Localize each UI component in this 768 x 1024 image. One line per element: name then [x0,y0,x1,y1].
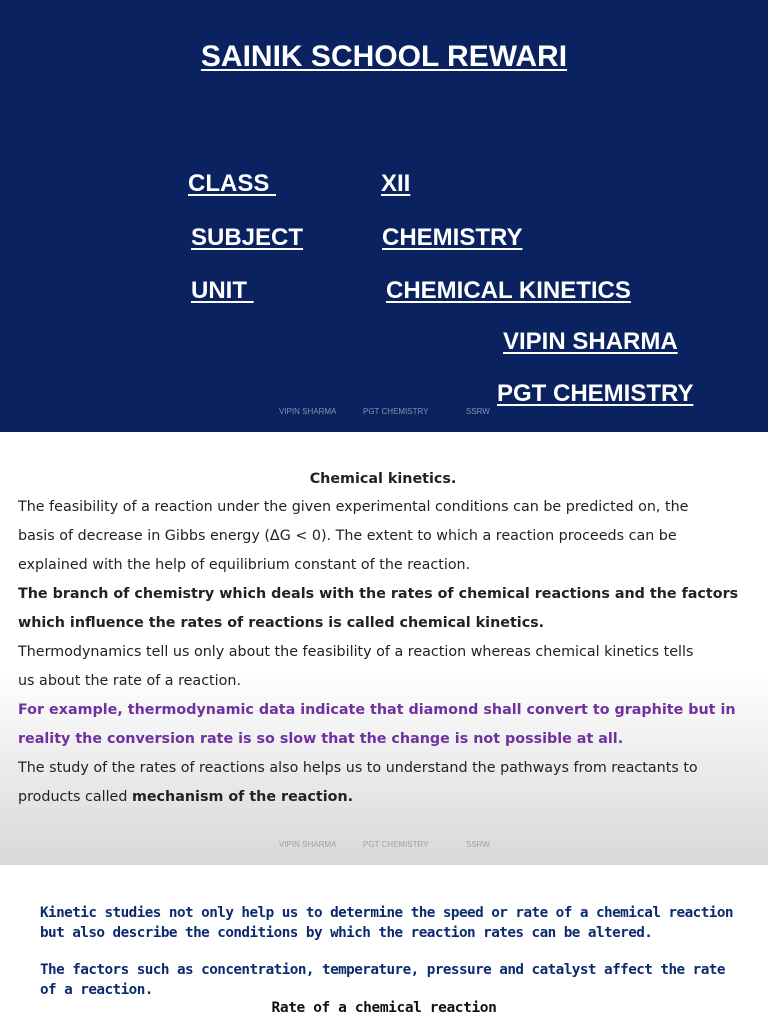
footer-author: VIPIN SHARMA [279,840,337,849]
para-line: The study of the rates of reactions also helps us to understand the pathways from reactants to [18,760,698,776]
subject-label: SUBJECT [191,224,304,251]
kinetic-studies-slide [0,865,768,1024]
para-line [18,783,748,812]
definition-line: The branch of chemistry which deals with the rates of chemical reactions and the factors [18,586,739,602]
school-title: SAINIK SCHOOL REWARI [200,40,568,73]
footer-school: SSRW [466,840,490,849]
author-name: VIPIN SHARMA [503,328,678,355]
subject-value: CHEMISTRY [382,224,523,251]
author-title: PGT CHEMISTRY [497,380,694,407]
example-line: For example, thermodynamic data indicate that diamond shall convert to graphite but in [18,702,736,718]
para-line: us about the rate of a reaction. [18,673,241,689]
rate-heading: Rate of a chemical reaction [271,1000,497,1016]
title-slide [0,0,768,432]
class-value: XII [381,170,411,197]
para-line: but also describe the conditions by which the reaction rates can be altered. [40,924,653,941]
para-line: Kinetic studies not only help us to determine the speed or rate of a chemical reaction [40,905,733,921]
footer-designation: PGT CHEMISTRY [363,840,429,849]
footer-designation: PGT CHEMISTRY [363,407,429,416]
class-label: CLASS [188,170,277,197]
para-text: products called [18,789,132,805]
para-line: Thermodynamics tell us only about the feasibility of a reaction whereas chemical kinetics tells [18,644,694,660]
mechanism-term: mechanism of the reaction. [131,789,354,805]
para-line: The feasibility of a reaction under the given experimental conditions can be predicted on, the [18,499,689,515]
kinetic-studies-paragraph [40,904,740,943]
para-line: basis of decrease in Gibbs energy (ΔG < 0). The extent to which a reaction proceeds can be [18,528,677,544]
slide-heading: Chemical kinetics. [309,471,457,487]
unit-label: UNIT [191,277,254,304]
slide-body [18,466,748,812]
factors-paragraph [40,961,740,1000]
kinetics-intro-slide [0,432,768,865]
example-line: reality the conversion rate is so slow that the change is not possible at all. [18,731,624,747]
definition-line: which influence the rates of reactions is called chemical kinetics. [18,615,545,631]
para-line: of a reaction. [40,981,153,998]
unit-value: CHEMICAL KINETICS [386,277,631,304]
footer-school: SSRW [466,407,490,416]
footer-author: VIPIN SHARMA [279,407,337,416]
para-line: The factors such as concentration, temperature, pressure and catalyst affect the rate [40,962,725,978]
para-line: explained with the help of equilibrium constant of the reaction. [18,557,471,573]
